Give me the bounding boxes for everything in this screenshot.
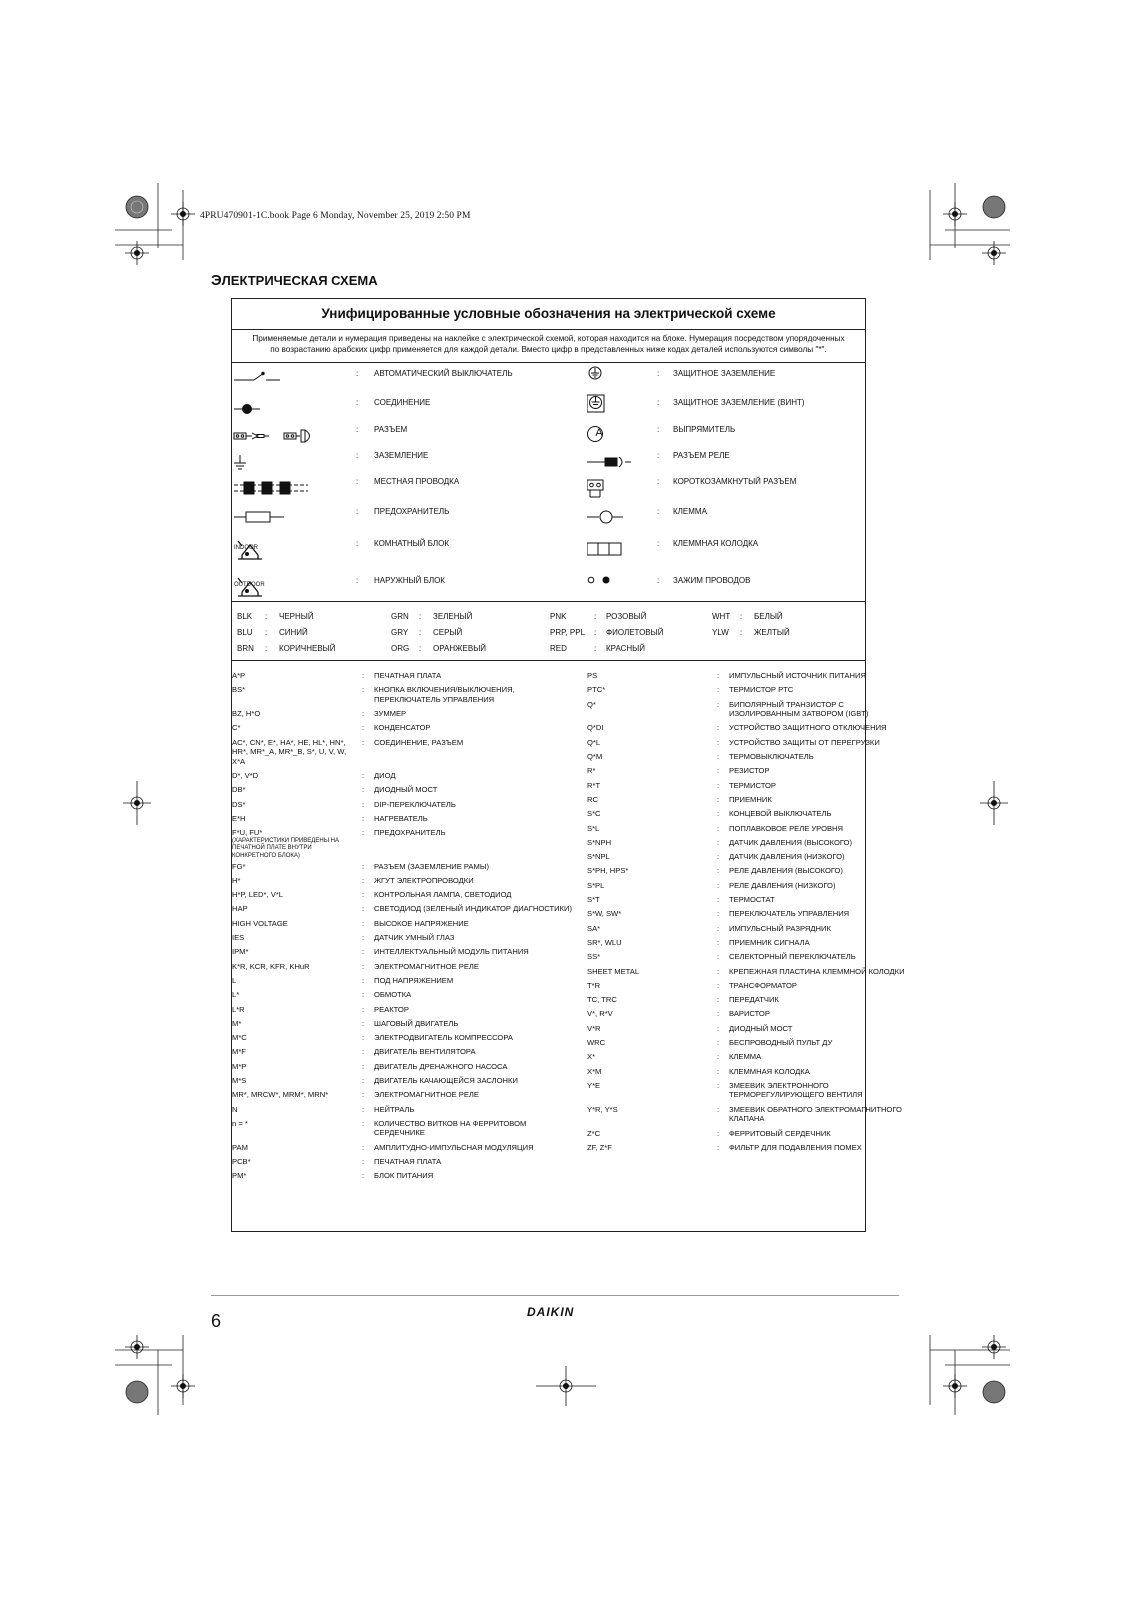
abbreviation-code: Q*M: [587, 752, 603, 761]
colon: :: [717, 1023, 720, 1033]
abbreviation-meaning: ДАТЧИК ДАВЛЕНИЯ (ВЫСОКОГО): [729, 837, 852, 847]
abbreviation-code: DS*: [232, 799, 246, 809]
abbreviation-meaning: УСТРОЙСТВО ЗАЩИТЫ ОТ ПЕРЕГРУЗКИ: [729, 737, 880, 747]
abbreviation-meaning: ФЕРРИТОВЫЙ СЕРДЕЧНИК: [729, 1128, 831, 1138]
abbreviation-meaning: СЕЛЕКТОРНЫЙ ПЕРЕКЛЮЧАТЕЛЬ: [729, 952, 856, 962]
abbreviation-meaning: ЗУММЕР: [374, 709, 407, 719]
abbreviation-code: MR*, MRCW*, MRM*, MRN*: [232, 1090, 329, 1100]
colon: :: [362, 990, 365, 1000]
abbreviation-code: H*P, LED*, V*L: [232, 890, 283, 900]
indoor-caption: INDOOR: [234, 545, 258, 551]
abbreviation-code: HAP: [232, 904, 248, 914]
abbreviation-meaning: ИМПУЛЬСНЫЙ ИСТОЧНИК ПИТАНИЯ: [729, 671, 866, 680]
colon: :: [419, 612, 422, 621]
abbreviation-code: Z*C: [587, 1128, 601, 1138]
intro-line-1: Применяемые детали и нумерация приведены на наклейке с электрической схемой, которая находится на блоке. Нумерация посредством упорядоченных: [252, 334, 845, 343]
abbreviation-meaning: РЕЗИСТОР: [729, 766, 770, 776]
color-name: СИНИЙ: [279, 628, 308, 637]
colon: :: [717, 937, 720, 947]
abbreviation-meaning: АМПЛИТУДНО-ИМПУЛЬСНАЯ МОДУЛЯЦИЯ: [374, 1142, 534, 1152]
abbreviation-code: S*T: [587, 895, 600, 904]
colon: :: [265, 628, 268, 637]
colon: :: [717, 723, 720, 733]
colon: :: [419, 644, 422, 653]
abbreviation-meaning: ПЕЧАТНАЯ ПЛАТА: [374, 1157, 442, 1166]
symbol-label: РАЗЪЕМ РЕЛЕ: [673, 451, 730, 460]
abbreviation-meaning: НАГРЕВАТЕЛЬ: [374, 813, 428, 823]
left-symbol-icons: [232, 365, 332, 615]
abbreviation-code: ZF, Z*F: [587, 1142, 612, 1152]
abbreviation-code: BS*: [232, 685, 246, 695]
colon: :: [717, 1080, 720, 1090]
abbreviation-code: S*L: [587, 823, 600, 833]
colon: :: [362, 1076, 365, 1085]
colon: :: [419, 628, 422, 637]
abbreviation-meaning: УСТРОЙСТВО ЗАЩИТНОГО ОТКЛЮЧЕНИЯ: [729, 723, 887, 733]
abbreviation-meaning: БЛОК ПИТАНИЯ: [374, 1171, 434, 1181]
abbreviation-code: RC: [587, 794, 598, 804]
colon: :: [362, 1142, 365, 1152]
symbol-label: КЛЕММНАЯ КОЛОДКА: [673, 539, 759, 548]
colon: :: [717, 880, 720, 890]
abbreviation-code: M*S: [232, 1076, 247, 1085]
abbreviation-meaning: ЭЛЕКТРОМАГНИТНОЕ РЕЛЕ: [374, 1090, 479, 1100]
abbreviation-code: SHEET METAL: [587, 966, 640, 976]
divider: [232, 601, 865, 602]
colon: :: [657, 576, 660, 585]
abbreviation-code: T*R: [587, 980, 601, 990]
abbreviation-meaning: ДАТЧИК ДАВЛЕНИЯ (НИЗКОГО): [729, 852, 845, 862]
abbreviation-code: E*H: [232, 813, 246, 823]
abbreviation-meaning: ПОД НАПРЯЖЕНИЕМ: [374, 975, 454, 985]
abbreviation-meaning: КЛЕММА: [729, 1052, 762, 1062]
colon: :: [362, 723, 365, 733]
abbreviation-meaning: ИНТЕЛЛЕКТУАЛЬНЫЙ МОДУЛЬ ПИТАНИЯ: [374, 947, 529, 957]
abbreviation-meaning: ПЕРЕКЛЮЧАТЕЛЬ УПРАВЛЕНИЯ: [729, 909, 850, 919]
abbreviation-code: N: [232, 1104, 238, 1114]
colon: :: [717, 1052, 720, 1062]
rectifier-glyph: A: [595, 427, 603, 439]
abbreviation-meaning: ФИЛЬТР ДЛЯ ПОДАВЛЕНИЯ ПОМЕХ: [729, 1142, 862, 1152]
abbreviation-code: Q*L: [587, 737, 601, 747]
abbreviation-meaning: ЖГУТ ЭЛЕКТРОПРОВОДКИ: [374, 875, 474, 885]
terminal-icon: [587, 511, 623, 523]
colon: :: [362, 933, 365, 942]
abbreviation-meaning: ВЫСОКОЕ НАПРЯЖЕНИЕ: [374, 918, 469, 928]
color-name: ФИОЛЕТОВЫЙ: [606, 628, 664, 637]
symbol-label: КЛЕММА: [673, 507, 707, 516]
colon: :: [362, 975, 365, 985]
symbol-label: КОРОТКОЗАМКНУТЫЙ РАЗЪЕМ: [673, 477, 797, 486]
colon: :: [657, 425, 660, 434]
abbreviation-code: SS*: [587, 952, 601, 962]
footer-rule: [211, 1295, 899, 1296]
colon: :: [362, 1090, 365, 1100]
colon: :: [717, 1128, 720, 1138]
connection-icon: [234, 405, 260, 414]
abbreviation-code: S*PL: [587, 880, 605, 890]
colon: :: [657, 398, 660, 407]
abbreviation-code: Y*E: [587, 1080, 601, 1090]
colon: :: [717, 809, 720, 819]
colon: :: [362, 918, 365, 928]
abbreviation-code: SA*: [587, 923, 601, 933]
color-name: ЧЕРНЫЙ: [279, 612, 314, 621]
symbol-label: ПРЕДОХРАНИТЕЛЬ: [374, 507, 450, 516]
colon: :: [717, 737, 720, 747]
color-code: GRY: [391, 628, 409, 637]
abbreviation-meaning: НЕЙТРАЛЬ: [374, 1104, 415, 1114]
colon: :: [362, 709, 365, 719]
colon: :: [657, 369, 660, 378]
colon: :: [356, 398, 359, 407]
abbreviation-meaning: КРЕПЕЖНАЯ ПЛАСТИНА КЛЕММНОЙ КОЛОДКИ: [729, 966, 905, 976]
colon: :: [657, 539, 660, 548]
abbreviation-meaning: КОНТРОЛЬНАЯ ЛАМПА, СВЕТОДИОД: [374, 890, 512, 900]
colon: :: [362, 737, 365, 747]
colon: :: [362, 1157, 365, 1166]
abbreviation-meaning: ОБМОТКА: [374, 990, 412, 1000]
abbreviation-code: BZ, H*O: [232, 709, 261, 719]
abbreviation-meaning: ПРИЕМНИК СИГНАЛА: [729, 937, 810, 947]
abbreviation-meaning: ДВИГАТЕЛЬ КАЧАЮЩЕЙСЯ ЗАСЛОНКИ: [374, 1076, 518, 1085]
colon: :: [362, 890, 365, 900]
colon: :: [740, 612, 743, 621]
abbreviation-meaning: РЕЛЕ ДАВЛЕНИЯ (НИЗКОГО): [729, 880, 836, 890]
abbreviation-code: L: [232, 975, 237, 985]
color-code: RED: [550, 644, 567, 653]
right-symbol-icons: [587, 365, 647, 615]
abbreviation-meaning: ПЕРЕДАТЧИК: [729, 995, 779, 1005]
colon: :: [356, 539, 359, 548]
abbreviation-code: F*U, FU*: [232, 828, 263, 838]
abbreviation-code: S*C: [587, 809, 601, 819]
symbol-label: РАЗЪЕМ: [374, 425, 408, 434]
section-title: ЭЛЕКТРИЧЕСКАЯ СХЕМА: [211, 272, 378, 289]
abbreviation-meaning: ЭЛЕКТРОДВИГАТЕЛЬ КОМПРЕССОРА: [374, 1033, 513, 1043]
short-circuit-connector-icon: [587, 480, 603, 497]
colon: :: [717, 752, 720, 761]
abbreviation-meaning: ЗМЕЕВИК ОБРАТНОГО ЭЛЕКТРОМАГНИТНОГО КЛАПАНА: [729, 1104, 902, 1124]
colon: :: [717, 923, 720, 933]
abbreviation-meaning: КНОПКА ВКЛЮЧЕНИЯ/ВЫКЛЮЧЕНИЯ, ПЕРЕКЛЮЧАТЕЛЬ УПРАВЛЕНИЯ: [374, 685, 515, 704]
abbreviation-meaning: ПОПЛАВКОВОЕ РЕЛЕ УРОВНЯ: [729, 823, 844, 833]
colon: :: [265, 612, 268, 621]
abbreviation-code: M*F: [232, 1047, 246, 1057]
colon: :: [717, 895, 720, 904]
abbreviation-meaning: КОНДЕНСАТОР: [374, 723, 431, 733]
colon: :: [362, 771, 365, 780]
colon: :: [717, 1009, 720, 1019]
colon: :: [362, 1171, 365, 1181]
colon: :: [657, 451, 660, 460]
symbol-label: АВТОМАТИЧЕСКИЙ ВЫКЛЮЧАТЕЛЬ: [374, 369, 513, 378]
abbreviation-meaning: ТЕРМИСТОР PTC: [729, 685, 794, 695]
abbreviation-code: IES: [232, 933, 245, 942]
colon: :: [740, 628, 743, 637]
abbreviation-meaning: ВАРИСТОР: [729, 1009, 770, 1019]
colon: :: [594, 644, 597, 653]
abbreviation-code: C*: [232, 723, 241, 733]
divider: [232, 362, 865, 363]
abbreviation-meaning: ДВИГАТЕЛЬ ВЕНТИЛЯТОРА: [374, 1047, 476, 1057]
protective-earth-icon: [589, 367, 601, 379]
colon: :: [657, 507, 660, 516]
abbreviation-code: FG*: [232, 861, 246, 871]
colon: :: [717, 1142, 720, 1152]
colon: :: [362, 1104, 365, 1114]
colon: :: [356, 477, 359, 486]
abbreviation-code: PCB*: [232, 1157, 251, 1166]
abbreviation-code: PM*: [232, 1171, 247, 1181]
relay-connector-icon: [587, 457, 631, 467]
colon: :: [717, 699, 720, 709]
color-name: ЗЕЛЕНЫЙ: [433, 612, 473, 621]
abbreviation-meaning: ЗМЕЕВИК ЭЛЕКТРОННОГО ТЕРМОРЕГУЛИРУЮЩЕГО ВЕНТИЛЯ: [729, 1080, 863, 1100]
colon: :: [657, 477, 660, 486]
colon: :: [594, 612, 597, 621]
symbol-label: ЗАЗЕМЛЕНИЕ: [374, 451, 429, 460]
abbreviation-code: Q*: [587, 699, 596, 709]
abbreviation-code: L*R: [232, 1004, 245, 1014]
abbreviation-meaning: СОЕДИНЕНИЕ, РАЗЪЕМ: [374, 737, 464, 747]
color-code: BLU: [237, 628, 253, 637]
colon: :: [717, 980, 720, 990]
color-name: ЖЕЛТЫЙ: [754, 628, 790, 637]
abbreviation-code: X*: [587, 1052, 596, 1062]
colon: :: [362, 799, 365, 809]
abbreviation-meaning: ТЕРМОСТАТ: [729, 895, 775, 904]
abbreviation-meaning: БИПОЛЯРНЫЙ ТРАНЗИСТОР С ИЗОЛИРОВАННЫМ ЗАТВОРОМ (IGBT): [729, 699, 869, 719]
colon: :: [362, 947, 365, 957]
color-name: РОЗОВЫЙ: [606, 612, 647, 621]
abbreviation-meaning: ДВИГАТЕЛЬ ДРЕНАЖНОГО НАСОСА: [374, 1061, 508, 1071]
colon: :: [362, 1118, 365, 1128]
symbol-label: ВЫПРЯМИТЕЛЬ: [673, 425, 736, 434]
abbreviation-meaning: ШАГОВЫЙ ДВИГАТЕЛЬ: [374, 1018, 459, 1028]
colon: :: [362, 785, 365, 795]
protective-earth-screw-icon: [587, 395, 604, 412]
colon: :: [717, 966, 720, 976]
symbol-label: КОМНАТНЫЙ БЛОК: [374, 539, 450, 548]
page-number: 6: [211, 1311, 222, 1331]
abbreviation-meaning: ТРАНСФОРМАТОР: [729, 980, 797, 990]
intro-text: [240, 333, 857, 355]
abbreviation-code: PAM: [232, 1142, 248, 1152]
abbreviation-code: M*: [232, 1018, 242, 1028]
colon: :: [362, 671, 365, 680]
abbreviation-code: V*, R*V: [587, 1009, 613, 1019]
color-code: BLK: [237, 612, 253, 621]
abbreviation-code: L*: [232, 990, 240, 1000]
abbreviation-meaning: КЛЕММНАЯ КОЛОДКА: [729, 1066, 810, 1076]
colon: :: [356, 425, 359, 434]
book-info-line: 4PRU470901-1C.book Page 6 Monday, November 25, 2019 2:50 PM: [200, 211, 471, 221]
colon: :: [362, 961, 365, 971]
colon: :: [356, 369, 359, 378]
abbreviation-code: M*C: [232, 1033, 247, 1043]
abbreviation-code: K*R, KCR, KFR, KHuR: [232, 961, 310, 971]
intro-line-2: по возрастанию арабских цифр применяется для каждой детали. Вместо цифр в представленных ниже кодах деталей используются символы "*".: [270, 345, 827, 354]
abbreviation-meaning: ДАТЧИК УМНЫЙ ГЛАЗ: [374, 933, 455, 942]
colon: :: [362, 875, 365, 885]
colon: :: [362, 828, 365, 838]
wire-clamp-icon: [588, 577, 609, 583]
divider: [232, 660, 865, 661]
color-code: PRP, PPL: [550, 628, 585, 637]
abbreviation-code: S*NPH: [587, 837, 612, 847]
abbreviation-code: D*, V*D: [232, 771, 259, 780]
colon: :: [362, 813, 365, 823]
abbreviation-meaning: ДИОД: [374, 771, 396, 780]
abbreviation-code: V*R: [587, 1023, 601, 1033]
color-code: BRN: [237, 644, 254, 653]
abbreviation-meaning: КОЛИЧЕСТВО ВИТКОВ НА ФЕРРИТОВОМ СЕРДЕЧНИКЕ: [374, 1118, 527, 1138]
fuse-icon: [234, 512, 284, 522]
symbol-label: ЗАЩИТНОЕ ЗАЗЕМЛЕНИЕ (ВИНТ): [673, 398, 805, 407]
connector-icon: [234, 430, 310, 442]
colon: :: [717, 952, 720, 962]
colon: :: [717, 866, 720, 876]
legend-table-title: Унифицированные условные обозначения на электрической схеме: [232, 299, 865, 330]
color-code: PNK: [550, 612, 567, 621]
color-name: КРАСНЫЙ: [606, 644, 646, 653]
abbreviation-meaning: ПРИЕМНИК: [729, 794, 772, 804]
symbol-label: НАРУЖНЫЙ БЛОК: [374, 576, 445, 585]
abbreviation-code: n = *: [232, 1118, 248, 1128]
color-name: БЕЛЫЙ: [754, 612, 783, 621]
terminal-strip-icon: [587, 543, 621, 555]
abbreviation-code: TC, TRC: [587, 995, 617, 1005]
brand-logo: DAIKIN: [527, 1305, 575, 1319]
abbreviation-code: Y*R, Y*S: [587, 1104, 618, 1114]
outdoor-caption: OUTDOOR: [234, 582, 265, 588]
colon: :: [362, 861, 365, 871]
abbreviation-code: HIGH VOLTAGE: [232, 918, 288, 928]
colon: :: [362, 1018, 365, 1028]
abbreviation-meaning: ДИОДНЫЙ МОСТ: [374, 785, 438, 795]
colon: :: [717, 852, 720, 862]
colon: :: [717, 671, 720, 680]
colon: :: [717, 909, 720, 919]
colon: :: [362, 1061, 365, 1071]
colon: :: [717, 1104, 720, 1114]
colon: :: [356, 507, 359, 516]
abbreviation-meaning: ПРЕДОХРАНИТЕЛЬ: [374, 828, 446, 838]
abbreviation-meaning: БЕСПРОВОДНЫЙ ПУЛЬТ ДУ: [729, 1038, 833, 1047]
abbreviation-meaning: ЭЛЕКТРОМАГНИТНОЕ РЕЛЕ: [374, 961, 479, 971]
colon: :: [362, 1047, 365, 1057]
abbreviation-code: S*NPL: [587, 852, 610, 862]
colon: :: [265, 644, 268, 653]
abbreviation-meaning: ТЕРМИСТОР: [729, 780, 776, 790]
colon: :: [717, 766, 720, 776]
abbreviation-code: S*W, SW*: [587, 909, 622, 919]
color-code: YLW: [712, 628, 729, 637]
abbreviation-code: IPM*: [232, 947, 249, 957]
color-code: ORG: [391, 644, 410, 653]
colon: :: [356, 451, 359, 460]
legend-table: [231, 298, 905, 1232]
abbreviation-meaning: DIP-ПЕРЕКЛЮЧАТЕЛЬ: [374, 799, 456, 809]
abbreviation-meaning: ИМПУЛЬСНЫЙ РАЗРЯДНИК: [729, 923, 831, 933]
symbol-label: ЗАЖИМ ПРОВОДОВ: [673, 576, 751, 585]
abbreviation-code: R*T: [587, 780, 601, 790]
color-name: ОРАНЖЕВЫЙ: [433, 644, 487, 653]
colon: :: [594, 628, 597, 637]
abbreviation-code: R*: [587, 766, 596, 776]
abbreviation-code: H*: [232, 875, 241, 885]
colon: :: [717, 823, 720, 833]
earth-icon: [234, 455, 246, 469]
abbreviation-code: M*P: [232, 1061, 247, 1071]
abbreviation-meaning: РЕЛЕ ДАВЛЕНИЯ (ВЫСОКОГО): [729, 866, 843, 876]
color-name: СЕРЫЙ: [433, 628, 463, 637]
colon: :: [717, 1038, 720, 1047]
abbreviation-meaning: РАЗЪЕМ (ЗАЗЕМЛЕНИЕ РАМЫ): [374, 861, 490, 871]
symbol-label: СОЕДИНЕНИЕ: [374, 398, 431, 407]
abbreviation-meaning: ДИОДНЫЙ МОСТ: [729, 1023, 793, 1033]
abbreviation-code: DB*: [232, 785, 246, 795]
colon: :: [717, 794, 720, 804]
abbreviation-code-note: (ХАРАКТЕРИСТИКИ ПРИВЕДЕНЫ НА ПЕЧАТНОЙ ПЛАТЕ ВНУТРИ КОНКРЕТНОГО БЛОКА): [232, 837, 340, 859]
colon: :: [717, 780, 720, 790]
abbreviation-meaning: СВЕТОДИОД (ЗЕЛЕНЫЙ ИНДИКАТОР ДИАГНОСТИКИ): [374, 904, 572, 914]
colon: :: [362, 1033, 365, 1043]
color-code: GRN: [391, 612, 409, 621]
abbreviation-code: A*P: [232, 671, 246, 680]
abbreviation-code: PTC*: [587, 685, 606, 695]
colon: :: [362, 685, 365, 695]
breaker-icon: [234, 372, 280, 380]
abbreviation-code: S*PH, HPS*: [587, 866, 629, 876]
abbreviation-meaning: ПЕЧАТНАЯ ПЛАТА: [374, 671, 442, 680]
color-code: WHT: [712, 612, 731, 621]
colon: :: [362, 1004, 365, 1014]
colon: :: [356, 576, 359, 585]
symbol-label: МЕСТНАЯ ПРОВОДКА: [374, 477, 460, 486]
abbreviation-code: SR*, WLU: [587, 937, 622, 947]
abbreviation-meaning: ТЕРМОВЫКЛЮЧАТЕЛЬ: [729, 752, 814, 761]
colon: :: [717, 995, 720, 1005]
abbreviation-code: X*M: [587, 1066, 602, 1076]
abbreviation-meaning: РЕАКТОР: [374, 1004, 409, 1014]
abbreviation-meaning: КОНЦЕВОЙ ВЫКЛЮЧАТЕЛЬ: [729, 809, 832, 819]
abbreviation-code: Q*DI: [587, 723, 604, 733]
symbol-label: ЗАЩИТНОЕ ЗАЗЕМЛЕНИЕ: [673, 369, 776, 378]
abbreviation-code: WRC: [587, 1038, 606, 1047]
abbreviation-code: AC*, CN*, E*, HA*, HE, HL*, HN*, HR*, MR*_A, MR*_B, S*, U, V, W, X*A: [232, 737, 347, 766]
color-name: КОРИЧНЕВЫЙ: [279, 644, 336, 653]
abbreviation-code: PS: [587, 671, 598, 680]
colon: :: [717, 837, 720, 847]
field-wiring-icon: [234, 482, 308, 494]
colon: :: [717, 1066, 720, 1076]
colon: :: [717, 685, 720, 695]
colon: :: [362, 904, 365, 914]
